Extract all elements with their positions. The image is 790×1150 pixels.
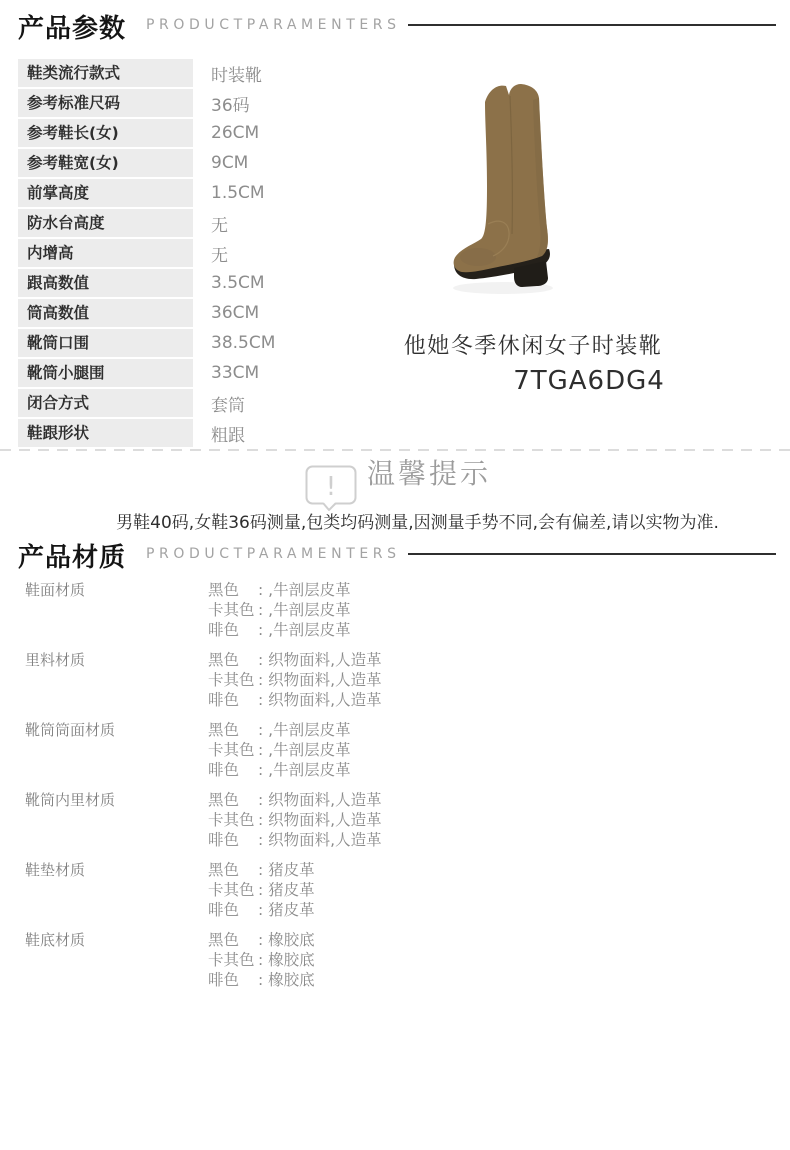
material-color: 啡色 (208, 831, 240, 849)
materials-section-header (0, 537, 790, 583)
param-value: 36CM (211, 303, 260, 323)
material-row (208, 950, 790, 970)
material-value: : 织物面料,人造革 (258, 651, 382, 669)
material-value: : ,牛剖层皮革 (258, 741, 351, 759)
material-label: 鞋底材质 (25, 931, 86, 949)
material-row (208, 970, 790, 990)
param-value: 36码 (211, 95, 250, 116)
material-color: 啡色 (208, 761, 240, 779)
param-label: 鞋跟形状 (18, 419, 193, 447)
material-value: : ,牛剖层皮革 (258, 601, 351, 619)
material-color: 卡其色 (208, 951, 255, 969)
material-color: 黑色 (208, 791, 240, 809)
material-label: 里料材质 (25, 651, 86, 669)
params-section-title: 产品参数 (18, 14, 127, 44)
material-block (25, 860, 790, 920)
tips-title: 温馨提示 (367, 457, 492, 490)
param-value: 无 (211, 245, 228, 266)
param-label: 前掌高度 (18, 179, 193, 207)
param-value: 1.5CM (211, 183, 265, 203)
material-label: 鞋垫材质 (25, 861, 86, 879)
params-header-rule (408, 24, 776, 26)
table-row (18, 149, 275, 177)
material-color: 啡色 (208, 901, 240, 919)
material-block (25, 580, 790, 640)
params-section-subtitle: PRODUCTPARAMENTERS (146, 17, 401, 33)
table-row (18, 329, 275, 357)
material-color: 卡其色 (208, 811, 255, 829)
material-value: : 织物面料,人造革 (258, 831, 382, 849)
material-row (208, 620, 790, 640)
param-label: 靴筒口围 (18, 329, 193, 357)
material-row (208, 900, 790, 920)
material-color: 卡其色 (208, 881, 255, 899)
material-row (208, 600, 790, 620)
table-row (18, 119, 275, 147)
material-label: 靴筒筒面材质 (25, 721, 116, 739)
param-value: 粗跟 (211, 425, 245, 446)
material-color: 啡色 (208, 971, 240, 989)
param-value: 33CM (211, 363, 260, 383)
material-value: : 橡胶底 (258, 951, 315, 969)
param-value: 38.5CM (211, 333, 276, 353)
materials-section-subtitle: PRODUCTPARAMENTERS (146, 546, 401, 562)
material-color: 黑色 (208, 931, 240, 949)
material-row (208, 930, 790, 950)
table-row (18, 299, 275, 327)
material-row (208, 880, 790, 900)
material-value: : 猪皮革 (258, 861, 315, 879)
materials-header-rule (408, 553, 776, 555)
materials-section-title: 产品材质 (18, 543, 127, 573)
table-row (18, 89, 275, 117)
param-label: 鞋类流行款式 (18, 59, 193, 87)
param-label: 参考标准尺码 (18, 89, 193, 117)
material-row (208, 860, 790, 880)
parameters-table (18, 59, 275, 449)
boot-product-image (448, 76, 576, 304)
material-row (208, 830, 790, 850)
param-label: 靴筒小腿围 (18, 359, 193, 387)
table-row (18, 59, 275, 87)
material-color: 卡其色 (208, 741, 255, 759)
table-row (18, 359, 275, 387)
material-value: : 猪皮革 (258, 881, 315, 899)
material-value: : 橡胶底 (258, 971, 315, 989)
material-row (208, 690, 790, 710)
material-color: 卡其色 (208, 601, 255, 619)
material-value: : 橡胶底 (258, 931, 315, 949)
exclamation-glyph: ! (325, 472, 337, 502)
material-value: : ,牛剖层皮革 (258, 621, 351, 639)
material-value: : 织物面料,人造革 (258, 791, 382, 809)
material-color: 黑色 (208, 651, 240, 669)
material-row (208, 580, 790, 600)
param-value: 9CM (211, 153, 249, 173)
material-value: : 织物面料,人造革 (258, 811, 382, 829)
param-label: 闭合方式 (18, 389, 193, 417)
material-block (25, 930, 790, 990)
material-color: 黑色 (208, 721, 240, 739)
param-value: 26CM (211, 123, 260, 143)
table-row (18, 209, 275, 237)
material-value: : ,牛剖层皮革 (258, 721, 351, 739)
param-value: 套筒 (211, 395, 245, 416)
material-value: : 织物面料,人造革 (258, 671, 382, 689)
material-value: : ,牛剖层皮革 (258, 761, 351, 779)
material-row (208, 760, 790, 780)
material-color: 啡色 (208, 691, 240, 709)
material-row (208, 650, 790, 670)
param-label: 跟高数值 (18, 269, 193, 297)
material-row (208, 670, 790, 690)
exclamation-bubble-icon (305, 465, 357, 511)
param-label: 防水台高度 (18, 209, 193, 237)
table-row (18, 239, 275, 267)
param-label: 参考鞋长(女) (18, 119, 193, 147)
tips-text: 男鞋40码,女鞋36码测量,包类均码测量,因测量手势不同,会有偏差,请以实物为准. (116, 513, 719, 533)
param-value: 3.5CM (211, 273, 265, 293)
material-block (25, 720, 790, 780)
table-row (18, 179, 275, 207)
material-row (208, 740, 790, 760)
material-label: 鞋面材质 (25, 581, 86, 599)
param-value: 无 (211, 215, 228, 236)
material-color: 卡其色 (208, 671, 255, 689)
params-section-header (0, 8, 790, 54)
param-label: 内增高 (18, 239, 193, 267)
material-value: : ,牛剖层皮革 (258, 581, 351, 599)
table-row (18, 269, 275, 297)
param-label: 参考鞋宽(女) (18, 149, 193, 177)
material-block (25, 790, 790, 850)
material-color: 黑色 (208, 581, 240, 599)
dashed-divider (0, 449, 790, 451)
material-value: : 猪皮革 (258, 901, 315, 919)
material-row (208, 790, 790, 810)
material-block (25, 650, 790, 710)
material-color: 黑色 (208, 861, 240, 879)
material-row (208, 720, 790, 740)
table-row (18, 389, 275, 417)
material-color: 啡色 (208, 621, 240, 639)
product-name: 他她冬季休闲女子时装靴 (403, 334, 663, 359)
param-value: 时装靴 (211, 65, 262, 86)
product-model-code: 7TGA6DG4 (513, 366, 665, 396)
param-label: 筒高数值 (18, 299, 193, 327)
table-row (18, 419, 275, 447)
material-value: : 织物面料,人造革 (258, 691, 382, 709)
material-row (208, 810, 790, 830)
material-label: 靴筒内里材质 (25, 791, 116, 809)
materials-list (25, 580, 790, 1000)
